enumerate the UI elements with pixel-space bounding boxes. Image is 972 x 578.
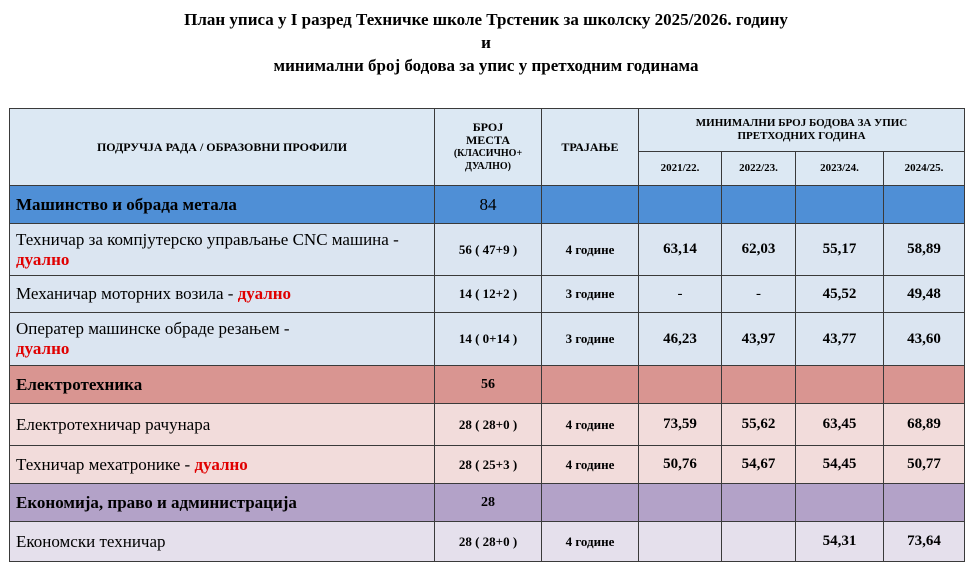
profile-mesta: 56 ( 47+9 ) bbox=[435, 224, 542, 276]
header-mesta-line3: (КЛАСИЧНО+ bbox=[453, 148, 523, 159]
profile-name-text: Техничар за компјутерско управљање CNC машина - bbox=[16, 229, 399, 249]
empty-cell bbox=[884, 186, 965, 224]
profile-trajanje: 4 године bbox=[542, 522, 639, 562]
empty-cell bbox=[884, 366, 965, 404]
empty-cell bbox=[639, 186, 722, 224]
empty-cell bbox=[884, 484, 965, 522]
score-2022: 54,67 bbox=[722, 446, 796, 484]
score-2024: 50,77 bbox=[884, 446, 965, 484]
profile-trajanje: 4 године bbox=[542, 446, 639, 484]
profile-name bbox=[10, 276, 435, 313]
title-line-3: минимални број бодова за упис у претходним годинама bbox=[273, 56, 699, 75]
score-2023: 54,31 bbox=[796, 522, 884, 562]
header-year-1: 2021/22. bbox=[639, 152, 722, 186]
profile-name-text: Електротехничар рачунара bbox=[16, 414, 211, 434]
profile-name-text: Техничар мехатронике - bbox=[16, 454, 195, 474]
section-row-elec bbox=[10, 366, 965, 404]
section-count: 84 bbox=[435, 186, 542, 224]
section-name: Економија, право и администрација bbox=[10, 484, 435, 522]
empty-cell bbox=[542, 484, 639, 522]
enrollment-table bbox=[9, 108, 965, 562]
score-2021 bbox=[639, 522, 722, 562]
header-year-2: 2022/23. bbox=[722, 152, 796, 186]
profile-name-text: Механичар моторних возила - bbox=[16, 284, 238, 303]
page-title bbox=[0, 0, 972, 77]
empty-cell bbox=[796, 366, 884, 404]
profile-name bbox=[10, 313, 435, 366]
table-row bbox=[10, 276, 965, 313]
dual-label: дуално bbox=[16, 339, 70, 358]
table-row bbox=[10, 404, 965, 446]
header-trajanje: ТРАЈАЊЕ bbox=[542, 109, 639, 186]
header-mesta-line1: БРОЈ bbox=[472, 120, 504, 134]
score-2023: 54,45 bbox=[796, 446, 884, 484]
score-2024: 43,60 bbox=[884, 313, 965, 366]
header-mesta-line4: ДУАЛНО) bbox=[465, 161, 511, 172]
score-2024: 49,48 bbox=[884, 276, 965, 313]
empty-cell bbox=[796, 484, 884, 522]
table-row bbox=[10, 224, 965, 276]
profile-name-text: Економски техничар bbox=[16, 531, 166, 551]
score-2022: 43,97 bbox=[722, 313, 796, 366]
score-2023: 43,77 bbox=[796, 313, 884, 366]
header-min-bodova: МИНИМАЛНИ БРОЈ БОДОВА ЗА УПИС ПРЕТХОДНИХ ГОДИНА bbox=[639, 109, 965, 152]
section-name: Електротехника bbox=[10, 366, 435, 404]
table-row bbox=[10, 446, 965, 484]
header-mesta-line2: МЕСТА bbox=[465, 133, 511, 147]
empty-cell bbox=[796, 186, 884, 224]
header-year-4: 2024/25. bbox=[884, 152, 965, 186]
profile-name bbox=[10, 522, 435, 562]
dual-label: дуално bbox=[194, 454, 248, 474]
empty-cell bbox=[542, 186, 639, 224]
empty-cell bbox=[639, 484, 722, 522]
section-row-metal bbox=[10, 186, 965, 224]
empty-cell bbox=[542, 366, 639, 404]
empty-cell bbox=[722, 484, 796, 522]
score-2023: 63,45 bbox=[796, 404, 884, 446]
score-2023: 55,17 bbox=[796, 224, 884, 276]
table-row bbox=[10, 313, 965, 366]
section-name: Машинство и обрада метала bbox=[10, 186, 435, 224]
profile-trajanje: 4 године bbox=[542, 404, 639, 446]
score-2024: 68,89 bbox=[884, 404, 965, 446]
section-row-econ bbox=[10, 484, 965, 522]
empty-cell bbox=[722, 186, 796, 224]
header-profiles: ПОДРУЧЈА РАДА / ОБРАЗОВНИ ПРОФИЛИ bbox=[10, 109, 435, 186]
profile-name bbox=[10, 446, 435, 484]
profile-trajanje: 3 године bbox=[542, 276, 639, 313]
score-2022 bbox=[722, 522, 796, 562]
section-count: 56 bbox=[435, 366, 542, 404]
score-2021: 73,59 bbox=[639, 404, 722, 446]
profile-mesta: 28 ( 25+3 ) bbox=[435, 446, 542, 484]
header-year-3: 2023/24. bbox=[796, 152, 884, 186]
score-2021: - bbox=[639, 276, 722, 313]
score-2023: 45,52 bbox=[796, 276, 884, 313]
empty-cell bbox=[722, 366, 796, 404]
score-2024: 73,64 bbox=[884, 522, 965, 562]
empty-cell bbox=[639, 366, 722, 404]
profile-mesta: 28 ( 28+0 ) bbox=[435, 404, 542, 446]
profile-trajanje: 4 године bbox=[542, 224, 639, 276]
score-2022: 62,03 bbox=[722, 224, 796, 276]
score-2022: - bbox=[722, 276, 796, 313]
profile-name bbox=[10, 404, 435, 446]
header-mesta bbox=[435, 109, 542, 186]
score-2021: 50,76 bbox=[639, 446, 722, 484]
profile-mesta: 14 ( 0+14 ) bbox=[435, 313, 542, 366]
dual-label: дуално bbox=[237, 284, 292, 303]
score-2021: 46,23 bbox=[639, 313, 722, 366]
score-2024: 58,89 bbox=[884, 224, 965, 276]
score-2021: 63,14 bbox=[639, 224, 722, 276]
profile-mesta: 28 ( 28+0 ) bbox=[435, 522, 542, 562]
profile-mesta: 14 ( 12+2 ) bbox=[435, 276, 542, 313]
profile-name bbox=[10, 224, 435, 276]
table-row bbox=[10, 522, 965, 562]
title-line-2: и bbox=[481, 33, 491, 52]
profile-name-text: Оператер машинске обраде резањем - bbox=[16, 319, 290, 338]
title-line-1: План уписа у I разред Техничке школе Трстеник за школску 2025/2026. годину bbox=[184, 10, 788, 29]
dual-label: дуално bbox=[16, 249, 70, 269]
profile-trajanje: 3 године bbox=[542, 313, 639, 366]
score-2022: 55,62 bbox=[722, 404, 796, 446]
section-count: 28 bbox=[435, 484, 542, 522]
